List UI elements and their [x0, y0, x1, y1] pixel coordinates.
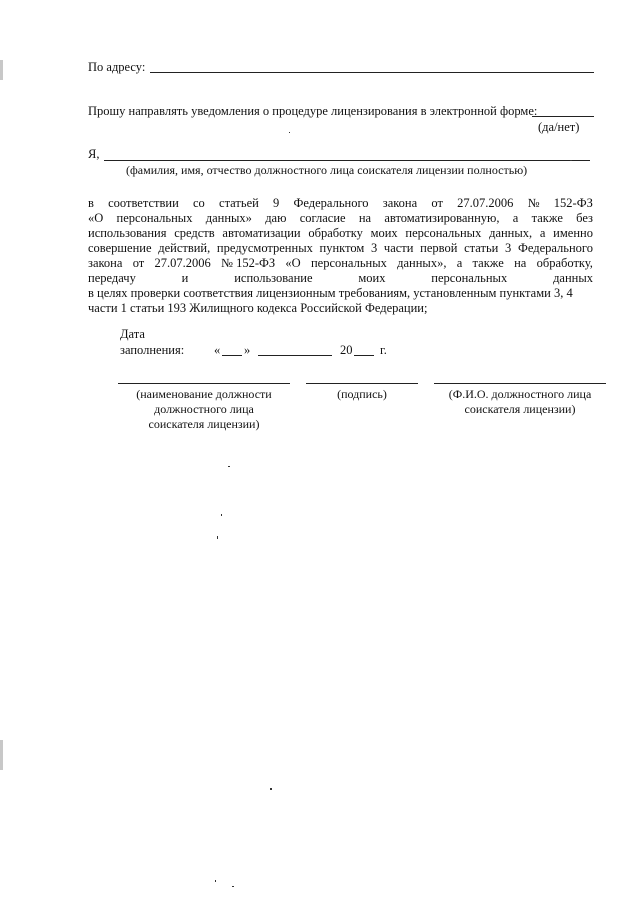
- date-month-field[interactable]: [258, 355, 332, 356]
- scan-edge-mark: [0, 740, 3, 770]
- consent-line-8: части 1 статьи 193 Жилищного кодекса Российской Федерации;: [88, 301, 428, 315]
- address-label: По адресу:: [88, 60, 146, 74]
- position-caption: (наименование должности должностного лица соискателя лицензии): [136, 387, 272, 431]
- scan-speck: [228, 466, 230, 467]
- scan-edge-mark: [0, 60, 3, 80]
- scan-speck: [270, 788, 272, 790]
- date-year-prefix: 20: [340, 343, 353, 357]
- signature-field[interactable]: [306, 383, 418, 384]
- consent-line-3: использования средств автоматизации обработку моих персональных данных, а именно: [88, 226, 593, 240]
- notifications-hint: (да/нет): [538, 120, 580, 134]
- notifications-answer-field[interactable]: [532, 116, 594, 117]
- full-name-caption: (Ф.И.О. должностного лица соискателя лицензии): [448, 387, 592, 416]
- person-prefix: Я,: [88, 147, 100, 161]
- notifications-request: Прошу направлять уведомления о процедуре лицензирования в электронной форме:: [88, 104, 538, 118]
- date-close-quote: »: [244, 343, 251, 357]
- scan-speck: [232, 886, 234, 887]
- person-name-field[interactable]: [104, 160, 590, 161]
- consent-line-5: закона от 27.07.2006 № 152-ФЗ «О персональных данных», а также на обработку,: [88, 256, 593, 270]
- date-year-suffix: г.: [380, 343, 387, 357]
- person-caption: (фамилия, имя, отчество должностного лица соискателя лицензии полностью): [126, 163, 528, 177]
- full-name-field[interactable]: [434, 383, 606, 384]
- consent-line-6: передачу и использование моих персональных данных: [88, 271, 593, 285]
- position-field[interactable]: [118, 383, 290, 384]
- consent-line-7: в целях проверки соответствия лицензионным требованиям, установленным пунктами 3, 4: [88, 286, 573, 300]
- scan-speck: [217, 536, 218, 539]
- address-field[interactable]: [150, 72, 594, 73]
- scan-speck: [221, 514, 222, 516]
- consent-line-4: совершение действий, предусмотренных пунктом 3 части первой статьи 3 Федерального: [88, 241, 593, 255]
- date-open-quote: «: [214, 343, 221, 357]
- scan-speck: [215, 880, 216, 882]
- consent-line-2: «О персональных данных» даю согласие на автоматизированную, а также без: [88, 211, 593, 225]
- date-label: Дата: [120, 327, 145, 341]
- date-year-field[interactable]: [354, 355, 374, 356]
- scan-speck: [289, 132, 290, 133]
- signature-caption: (подпись): [337, 387, 387, 401]
- scan-speck: [570, 160, 572, 161]
- date-day-field[interactable]: [222, 355, 242, 356]
- consent-line-1: в соответствии со статьей 9 Федерального закона от 27.07.2006 № 152-ФЗ: [88, 196, 593, 210]
- date-label-cont: заполнения:: [120, 343, 185, 357]
